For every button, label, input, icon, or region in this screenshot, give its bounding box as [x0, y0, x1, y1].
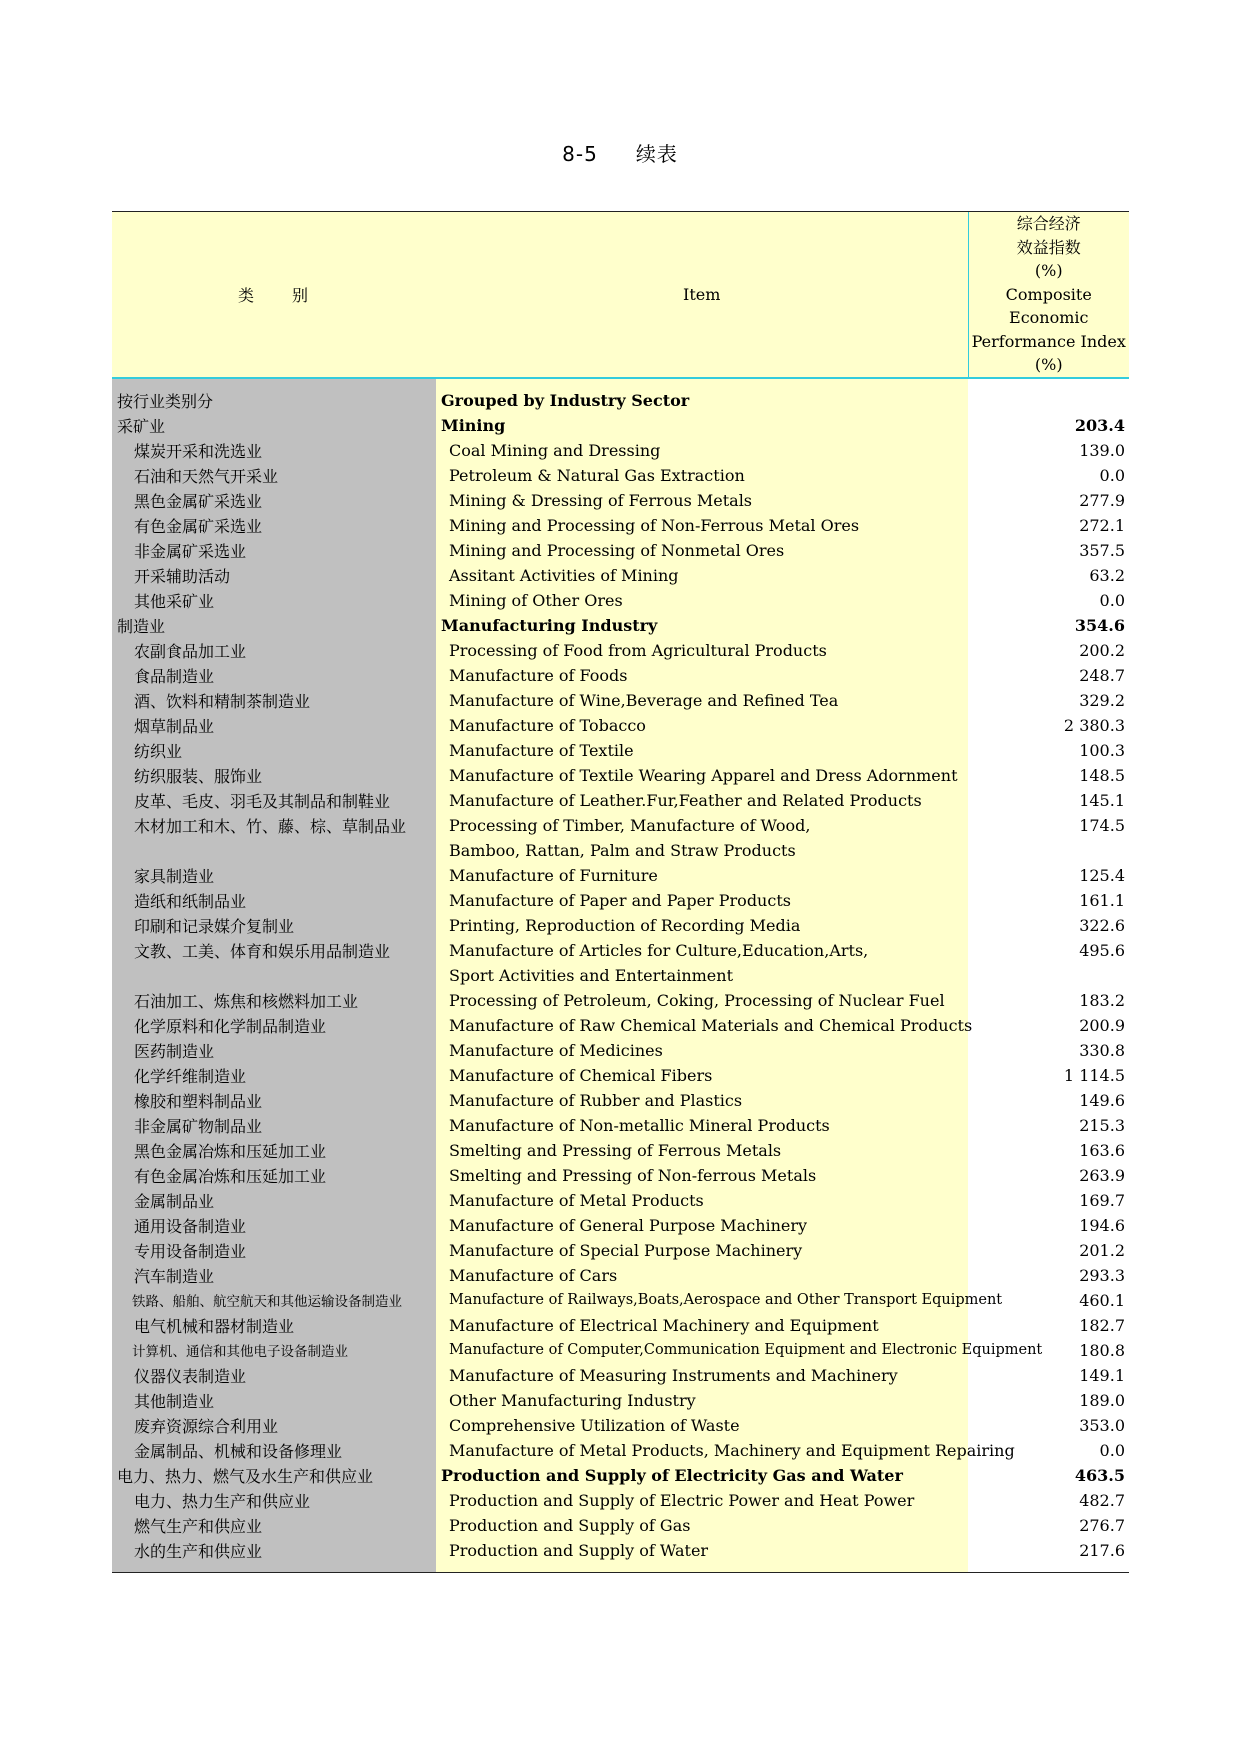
table-row	[112, 463, 1129, 488]
table-row	[112, 1538, 1129, 1563]
index-value: 276.7	[1079, 1515, 1125, 1535]
table-row	[112, 863, 1129, 888]
category-cn: 纺织服装、服饰业	[112, 763, 436, 788]
header-index	[968, 212, 1129, 378]
table-row	[112, 613, 1129, 638]
table-title	[0, 138, 1240, 167]
table-row	[112, 1038, 1129, 1063]
index-value: 463.5	[1074, 1465, 1125, 1485]
index-value: 145.1	[1079, 790, 1125, 810]
table-row	[112, 813, 1129, 838]
table-row	[112, 938, 1129, 963]
item-en: Manufacture of General Purpose Machinery	[436, 1213, 968, 1238]
index-value: 100.3	[1079, 740, 1125, 760]
category-cn: 电力、热力、燃气及水生产和供应业	[112, 1463, 436, 1488]
table-row	[112, 638, 1129, 663]
table-row	[112, 1313, 1129, 1338]
table-body	[112, 378, 1129, 1573]
index-value: 182.7	[1079, 1315, 1125, 1335]
category-cn: 专用设备制造业	[112, 1238, 436, 1263]
table-row	[112, 538, 1129, 563]
header-index-line: Composite	[1005, 284, 1092, 304]
index-value: 203.4	[1074, 415, 1125, 435]
category-cn: 印刷和记录媒介复制业	[112, 913, 436, 938]
index-value: 200.9	[1079, 1015, 1125, 1035]
table-row	[112, 1013, 1129, 1038]
index-value: 161.1	[1079, 890, 1125, 910]
category-cn: 石油加工、炼焦和核燃料加工业	[112, 988, 436, 1013]
item-en: Sport Activities and Entertainment	[436, 963, 968, 988]
index-value: 1 114.5	[1063, 1065, 1125, 1085]
item-en: Manufacture of Non-metallic Mineral Products	[436, 1113, 968, 1138]
category-cn: 按行业类别分	[112, 388, 436, 413]
index-value: 63.2	[1089, 565, 1125, 585]
category-cn: 有色金属矿采选业	[112, 513, 436, 538]
category-cn: 食品制造业	[112, 663, 436, 688]
table-row	[112, 1338, 1129, 1363]
table-row	[112, 1413, 1129, 1438]
table-row	[112, 1063, 1129, 1088]
index-value: 329.2	[1079, 690, 1125, 710]
table-row	[112, 788, 1129, 813]
category-cn: 水的生产和供应业	[112, 1538, 436, 1563]
table-row	[112, 1238, 1129, 1263]
item-en: Manufacture of Medicines	[436, 1038, 968, 1063]
table-row	[112, 763, 1129, 788]
table-row	[112, 1188, 1129, 1213]
item-en: Smelting and Pressing of Ferrous Metals	[436, 1138, 968, 1163]
index-value: 148.5	[1079, 765, 1125, 785]
table-row	[112, 1488, 1129, 1513]
table-row	[112, 513, 1129, 538]
index-value: 330.8	[1079, 1040, 1125, 1060]
item-en: Processing of Petroleum, Coking, Processing of Nuclear Fuel	[436, 988, 968, 1013]
index-value: 2 380.3	[1063, 715, 1125, 735]
table-row	[112, 838, 1129, 863]
table-row	[112, 1463, 1129, 1488]
index-value: 482.7	[1079, 1490, 1125, 1510]
table-row	[112, 1513, 1129, 1538]
table-row	[112, 688, 1129, 713]
item-en: Other Manufacturing Industry	[436, 1388, 968, 1413]
item-en: Manufacture of Paper and Paper Products	[436, 888, 968, 913]
index-value: 163.6	[1079, 1140, 1125, 1160]
item-en: Manufacture of Furniture	[436, 863, 968, 888]
category-cn: 电气机械和器材制造业	[112, 1313, 436, 1338]
item-en: Processing of Timber, Manufacture of Wood,	[436, 813, 968, 838]
item-en: Mining	[436, 413, 968, 438]
item-en: Manufacture of Leather.Fur,Feather and Related Products	[436, 788, 968, 813]
item-en: Manufacture of Measuring Instruments and Machinery	[436, 1363, 968, 1388]
item-en: Smelting and Pressing of Non-ferrous Metals	[436, 1163, 968, 1188]
table-row	[112, 488, 1129, 513]
spacer-row	[112, 1563, 1129, 1573]
table-row	[112, 438, 1129, 463]
table-row	[112, 963, 1129, 988]
index-value	[968, 388, 1129, 413]
index-value: 0.0	[1099, 1440, 1125, 1460]
table-row	[112, 913, 1129, 938]
item-en: Manufacture of Metal Products, Machinery and Equipment Repairing	[436, 1438, 968, 1463]
category-cn: 开采辅助活动	[112, 563, 436, 588]
category-cn: 黑色金属冶炼和压延加工业	[112, 1138, 436, 1163]
item-en: Manufacture of Textile Wearing Apparel and Dress Adornment	[436, 763, 968, 788]
index-value: 194.6	[1079, 1215, 1125, 1235]
header-index-line: Performance Index	[971, 331, 1126, 351]
index-value: 139.0	[1079, 440, 1125, 460]
category-cn: 文教、工美、体育和娱乐用品制造业	[112, 938, 436, 963]
category-cn: 非金属矿物制品业	[112, 1113, 436, 1138]
table-row	[112, 1288, 1129, 1313]
index-value: 0.0	[1099, 465, 1125, 485]
table-row	[112, 663, 1129, 688]
header-index-line: 综合经济	[1016, 214, 1081, 233]
item-en: Manufacture of Articles for Culture,Education,Arts,	[436, 938, 968, 963]
table-row	[112, 1113, 1129, 1138]
category-cn: 农副食品加工业	[112, 638, 436, 663]
index-value: 149.6	[1079, 1090, 1125, 1110]
item-en: Manufacture of Railways,Boats,Aerospace and Other Transport Equipment	[436, 1288, 968, 1313]
index-value: 169.7	[1079, 1190, 1125, 1210]
category-cn: 通用设备制造业	[112, 1213, 436, 1238]
table-row	[112, 413, 1129, 438]
category-cn: 汽车制造业	[112, 1263, 436, 1288]
category-cn: 其他制造业	[112, 1388, 436, 1413]
table-row	[112, 1213, 1129, 1238]
item-en: Manufacture of Wine,Beverage and Refined Tea	[436, 688, 968, 713]
category-cn	[112, 963, 436, 988]
index-value: 217.6	[1079, 1540, 1125, 1560]
table-row	[112, 738, 1129, 763]
category-cn: 计算机、通信和其他电子设备制造业	[112, 1338, 436, 1363]
item-en: Manufacturing Industry	[436, 613, 968, 638]
category-cn: 制造业	[112, 613, 436, 638]
item-en: Comprehensive Utilization of Waste	[436, 1413, 968, 1438]
item-en: Grouped by Industry Sector	[436, 388, 968, 413]
index-value	[968, 963, 1129, 988]
item-en: Manufacture of Special Purpose Machinery	[436, 1238, 968, 1263]
category-cn: 石油和天然气开采业	[112, 463, 436, 488]
category-cn: 酒、饮料和精制茶制造业	[112, 688, 436, 713]
item-en: Production and Supply of Water	[436, 1538, 968, 1563]
item-en: Manufacture of Metal Products	[436, 1188, 968, 1213]
category-cn: 化学原料和化学制品制造业	[112, 1013, 436, 1038]
table-row	[112, 1438, 1129, 1463]
table-row	[112, 988, 1129, 1013]
index-value: 357.5	[1079, 540, 1125, 560]
item-en: Manufacture of Computer,Communication Equipment and Electronic Equipment	[436, 1338, 968, 1363]
table-row	[112, 1363, 1129, 1388]
header-item: Item	[436, 212, 968, 378]
item-en: Production and Supply of Electricity Gas and Water	[436, 1463, 968, 1488]
table-row	[112, 1138, 1129, 1163]
index-value: 293.3	[1079, 1265, 1125, 1285]
index-value: 201.2	[1079, 1240, 1125, 1260]
table-header	[112, 212, 1129, 378]
category-cn: 金属制品业	[112, 1188, 436, 1213]
index-value: 460.1	[1079, 1290, 1125, 1310]
category-cn: 家具制造业	[112, 863, 436, 888]
table-row	[112, 588, 1129, 613]
category-cn: 化学纤维制造业	[112, 1063, 436, 1088]
item-en: Bamboo, Rattan, Palm and Straw Products	[436, 838, 968, 863]
index-value: 200.2	[1079, 640, 1125, 660]
index-value: 174.5	[1079, 815, 1125, 835]
index-value: 495.6	[1079, 940, 1125, 960]
category-cn: 医药制造业	[112, 1038, 436, 1063]
category-cn: 有色金属冶炼和压延加工业	[112, 1163, 436, 1188]
header-category: 类 别	[112, 212, 436, 378]
index-value: 272.1	[1079, 515, 1125, 535]
item-en: Manufacture of Chemical Fibers	[436, 1063, 968, 1088]
spacer-row	[112, 378, 1129, 388]
item-en: Coal Mining and Dressing	[436, 438, 968, 463]
category-cn: 废弃资源综合利用业	[112, 1413, 436, 1438]
category-cn: 其他采矿业	[112, 588, 436, 613]
header-index-line: (%)	[1034, 355, 1063, 374]
category-cn: 非金属矿采选业	[112, 538, 436, 563]
category-cn: 造纸和纸制品业	[112, 888, 436, 913]
index-value: 322.6	[1079, 915, 1125, 935]
item-en: Production and Supply of Gas	[436, 1513, 968, 1538]
item-en: Mining of Other Ores	[436, 588, 968, 613]
category-cn	[112, 838, 436, 863]
index-value: 149.1	[1079, 1365, 1125, 1385]
category-cn: 木材加工和木、竹、藤、棕、草制品业	[112, 813, 436, 838]
index-value: 0.0	[1099, 590, 1125, 610]
index-value: 189.0	[1079, 1390, 1125, 1410]
category-cn: 煤炭开采和洗选业	[112, 438, 436, 463]
item-en: Manufacture of Raw Chemical Materials and Chemical Products	[436, 1013, 968, 1038]
index-value: 183.2	[1079, 990, 1125, 1010]
table-row	[112, 1163, 1129, 1188]
item-en: Processing of Food from Agricultural Products	[436, 638, 968, 663]
item-en: Manufacture of Textile	[436, 738, 968, 763]
item-en: Assitant Activities of Mining	[436, 563, 968, 588]
category-cn: 铁路、船舶、航空航天和其他运输设备制造业	[112, 1288, 436, 1313]
table-row	[112, 888, 1129, 913]
category-cn: 橡胶和塑料制品业	[112, 1088, 436, 1113]
table-row	[112, 1088, 1129, 1113]
index-value: 125.4	[1079, 865, 1125, 885]
index-value: 277.9	[1079, 490, 1125, 510]
category-cn: 皮革、毛皮、羽毛及其制品和制鞋业	[112, 788, 436, 813]
table-row	[112, 563, 1129, 588]
table-number: 8-5	[562, 142, 598, 166]
item-en: Mining & Dressing of Ferrous Metals	[436, 488, 968, 513]
index-value: 354.6	[1074, 615, 1125, 635]
item-en: Manufacture of Tobacco	[436, 713, 968, 738]
header-index-line: Economic	[1009, 308, 1089, 327]
index-value	[968, 838, 1129, 863]
table-row	[112, 1388, 1129, 1413]
item-en: Manufacture of Electrical Machinery and Equipment	[436, 1313, 968, 1338]
header-index-line: (%)	[1034, 261, 1063, 280]
item-en: Production and Supply of Electric Power and Heat Power	[436, 1488, 968, 1513]
index-value: 353.0	[1079, 1415, 1125, 1435]
item-en: Manufacture of Cars	[436, 1263, 968, 1288]
index-value: 180.8	[1079, 1340, 1125, 1360]
index-value: 215.3	[1079, 1115, 1125, 1135]
item-en: Manufacture of Rubber and Plastics	[436, 1088, 968, 1113]
category-cn: 燃气生产和供应业	[112, 1513, 436, 1538]
item-en: Mining and Processing of Nonmetal Ores	[436, 538, 968, 563]
data-table	[112, 211, 1129, 1573]
item-en: Petroleum & Natural Gas Extraction	[436, 463, 968, 488]
index-value: 248.7	[1079, 665, 1125, 685]
category-cn: 采矿业	[112, 413, 436, 438]
table-title-text: 续表	[635, 142, 678, 166]
table-row	[112, 713, 1129, 738]
category-cn: 金属制品、机械和设备修理业	[112, 1438, 436, 1463]
table-row	[112, 388, 1129, 413]
category-cn: 仪器仪表制造业	[112, 1363, 436, 1388]
header-index-line: 效益指数	[1016, 237, 1081, 257]
item-en: Mining and Processing of Non-Ferrous Metal Ores	[436, 513, 968, 538]
category-cn: 纺织业	[112, 738, 436, 763]
category-cn: 电力、热力生产和供应业	[112, 1488, 436, 1513]
category-cn: 黑色金属矿采选业	[112, 488, 436, 513]
table-row	[112, 1263, 1129, 1288]
item-en: Manufacture of Foods	[436, 663, 968, 688]
item-en: Printing, Reproduction of Recording Media	[436, 913, 968, 938]
index-value: 263.9	[1079, 1165, 1125, 1185]
category-cn: 烟草制品业	[112, 713, 436, 738]
